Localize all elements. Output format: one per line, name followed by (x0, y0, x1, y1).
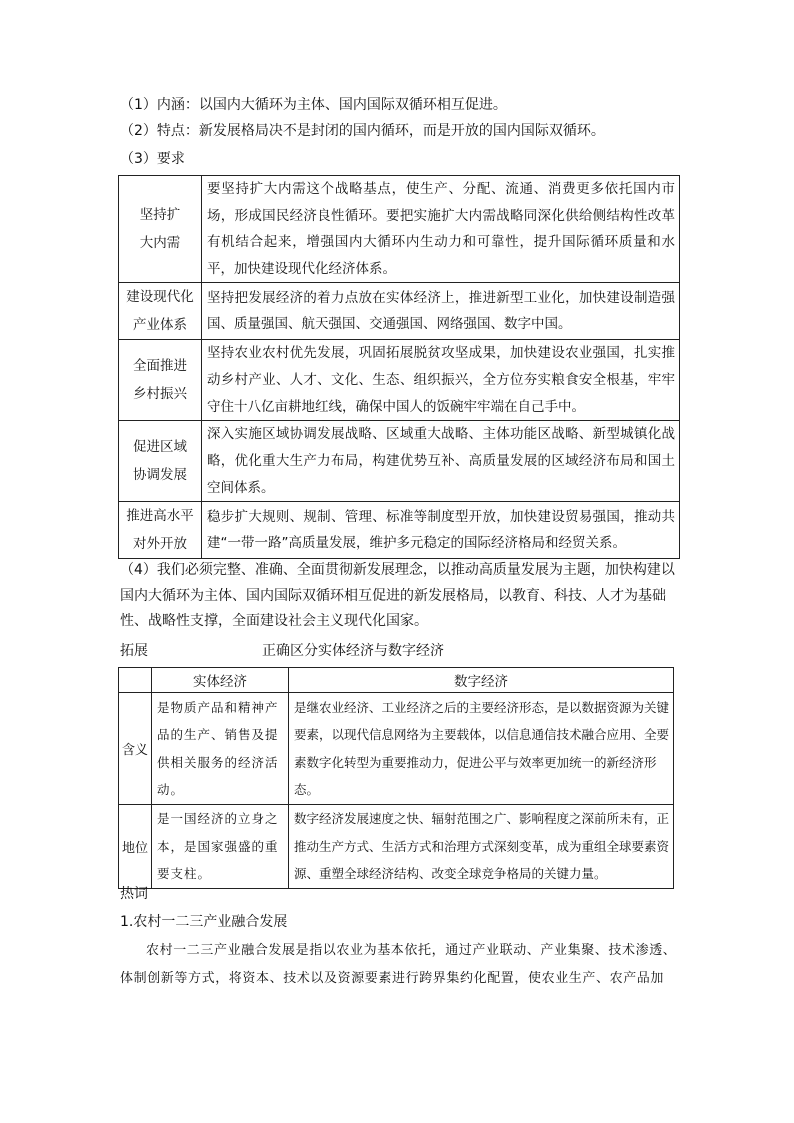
extension-title: 正确区分实体经济与数字经济 (262, 643, 444, 659)
hotwords-label: 热词 (120, 886, 148, 902)
table-row (119, 340, 680, 421)
table-row (119, 421, 680, 502)
extension-label: 拓展 (120, 643, 148, 659)
table-row (119, 805, 674, 889)
column-header-digital-economy: 数字经济 (289, 668, 674, 693)
digital-economy-cell: 数字经济发展速度之快、辐射范围之广、影响程度之深前所未有，正推动生产方式、生活方式和治理方式深刻变革，成为重组全球要素资源、重塑全球经济结构、改变全球竞争格局的关键力量。 (289, 805, 674, 889)
real-economy-cell: 是物质产品和精神产品的生产、销售及提供相关服务的经济活动。 (152, 693, 289, 805)
point-3-requirements-heading: （3）要求 (120, 151, 185, 167)
table-row (119, 502, 680, 559)
row-key: 含义 (119, 693, 152, 805)
requirement-key: 全面推进 乡村振兴 (119, 340, 202, 421)
table-row (119, 176, 680, 283)
requirement-key: 建设现代化 产业体系 (119, 283, 202, 340)
digital-economy-cell: 是继农业经济、工业经济之后的主要经济形态，是以数据资源为关键要素，以现代信息网络为主要载体，以信息通信技术融合应用、全要素数字化转型为重要推动力，促进公平与效率更加统一的新经济形态。 (289, 693, 674, 805)
table-row (119, 693, 674, 805)
economy-comparison-table (118, 667, 674, 889)
hotword-1-title: 1.农村一二三产业融合发展 (120, 914, 288, 930)
requirement-text: 稳步扩大规则、规制、管理、标准等制度型开放，加快建设贸易强国，推动共建“一带一路”高质量发展，维护多元稳定的国际经济格局和经贸关系。 (202, 502, 680, 559)
point-2-feature: （2）特点：新发展格局决不是封闭的国内循环，而是开放的国内国际双循环。 (120, 123, 605, 139)
hotword-1-text: 农村一二三产业融合发展是指以农业为基本依托，通过产业联动、产业集聚、技术渗透、体制创新等方式，将资本、技术以及资源要素进行跨界集约化配置，使农业生产、农产品加 (120, 943, 677, 986)
real-economy-cell: 是一国经济的立身之本，是国家强盛的重要支柱。 (152, 805, 289, 889)
requirement-text: 要坚持扩大内需这个战略基点，使生产、分配、流通、消费更多依托国内市场，形成国民经济良性循环。要把实施扩大内需战略同深化供给侧结构性改革有机结合起来，增强国内大循环内生动力和可靠性，提升国际循环质量和水平，加快建设现代化经济体系。 (202, 176, 680, 283)
point-4-paragraph: （4）我们必须完整、准确、全面贯彻新发展理念，以推动高质量发展为主题，加快构建以国内大循环为主体、国内国际双循环相互促进的新发展格局，以教育、科技、人才为基础性、战略性支撑，全面建设社会主义现代化国家。 (120, 562, 675, 629)
requirement-text: 深入实施区域协调发展战略、区域重大战略、主体功能区战略、新型城镇化战略，优化重大生产力布局，构建优势互补、高质量发展的区域经济布局和国土空间体系。 (202, 421, 680, 502)
row-key: 地位 (119, 805, 152, 889)
requirement-text: 坚持农业农村优先发展，巩固拓展脱贫攻坚成果，加快建设农业强国，扎实推动乡村产业、人才、文化、生态、组织振兴，全方位夯实粮食安全根基，牢牢守住十八亿亩耕地红线，确保中国人的饭碗牢牢端在自己手中。 (202, 340, 680, 421)
table-header-row (119, 668, 674, 693)
requirements-table (118, 175, 680, 559)
requirement-key: 推进高水平 对外开放 (119, 502, 202, 559)
point-1-connotation: （1）内涵：以国内大循环为主体、国内国际双循环相互促进。 (120, 97, 507, 113)
table-row (119, 283, 680, 340)
requirement-key: 坚持扩 大内需 (119, 176, 202, 283)
column-header-real-economy: 实体经济 (152, 668, 289, 693)
requirement-key: 促进区域 协调发展 (119, 421, 202, 502)
empty-header-cell (119, 668, 152, 693)
requirement-text: 坚持把发展经济的着力点放在实体经济上，推进新型工业化，加快建设制造强国、质量强国、航天强国、交通强国、网络强国、数字中国。 (202, 283, 680, 340)
